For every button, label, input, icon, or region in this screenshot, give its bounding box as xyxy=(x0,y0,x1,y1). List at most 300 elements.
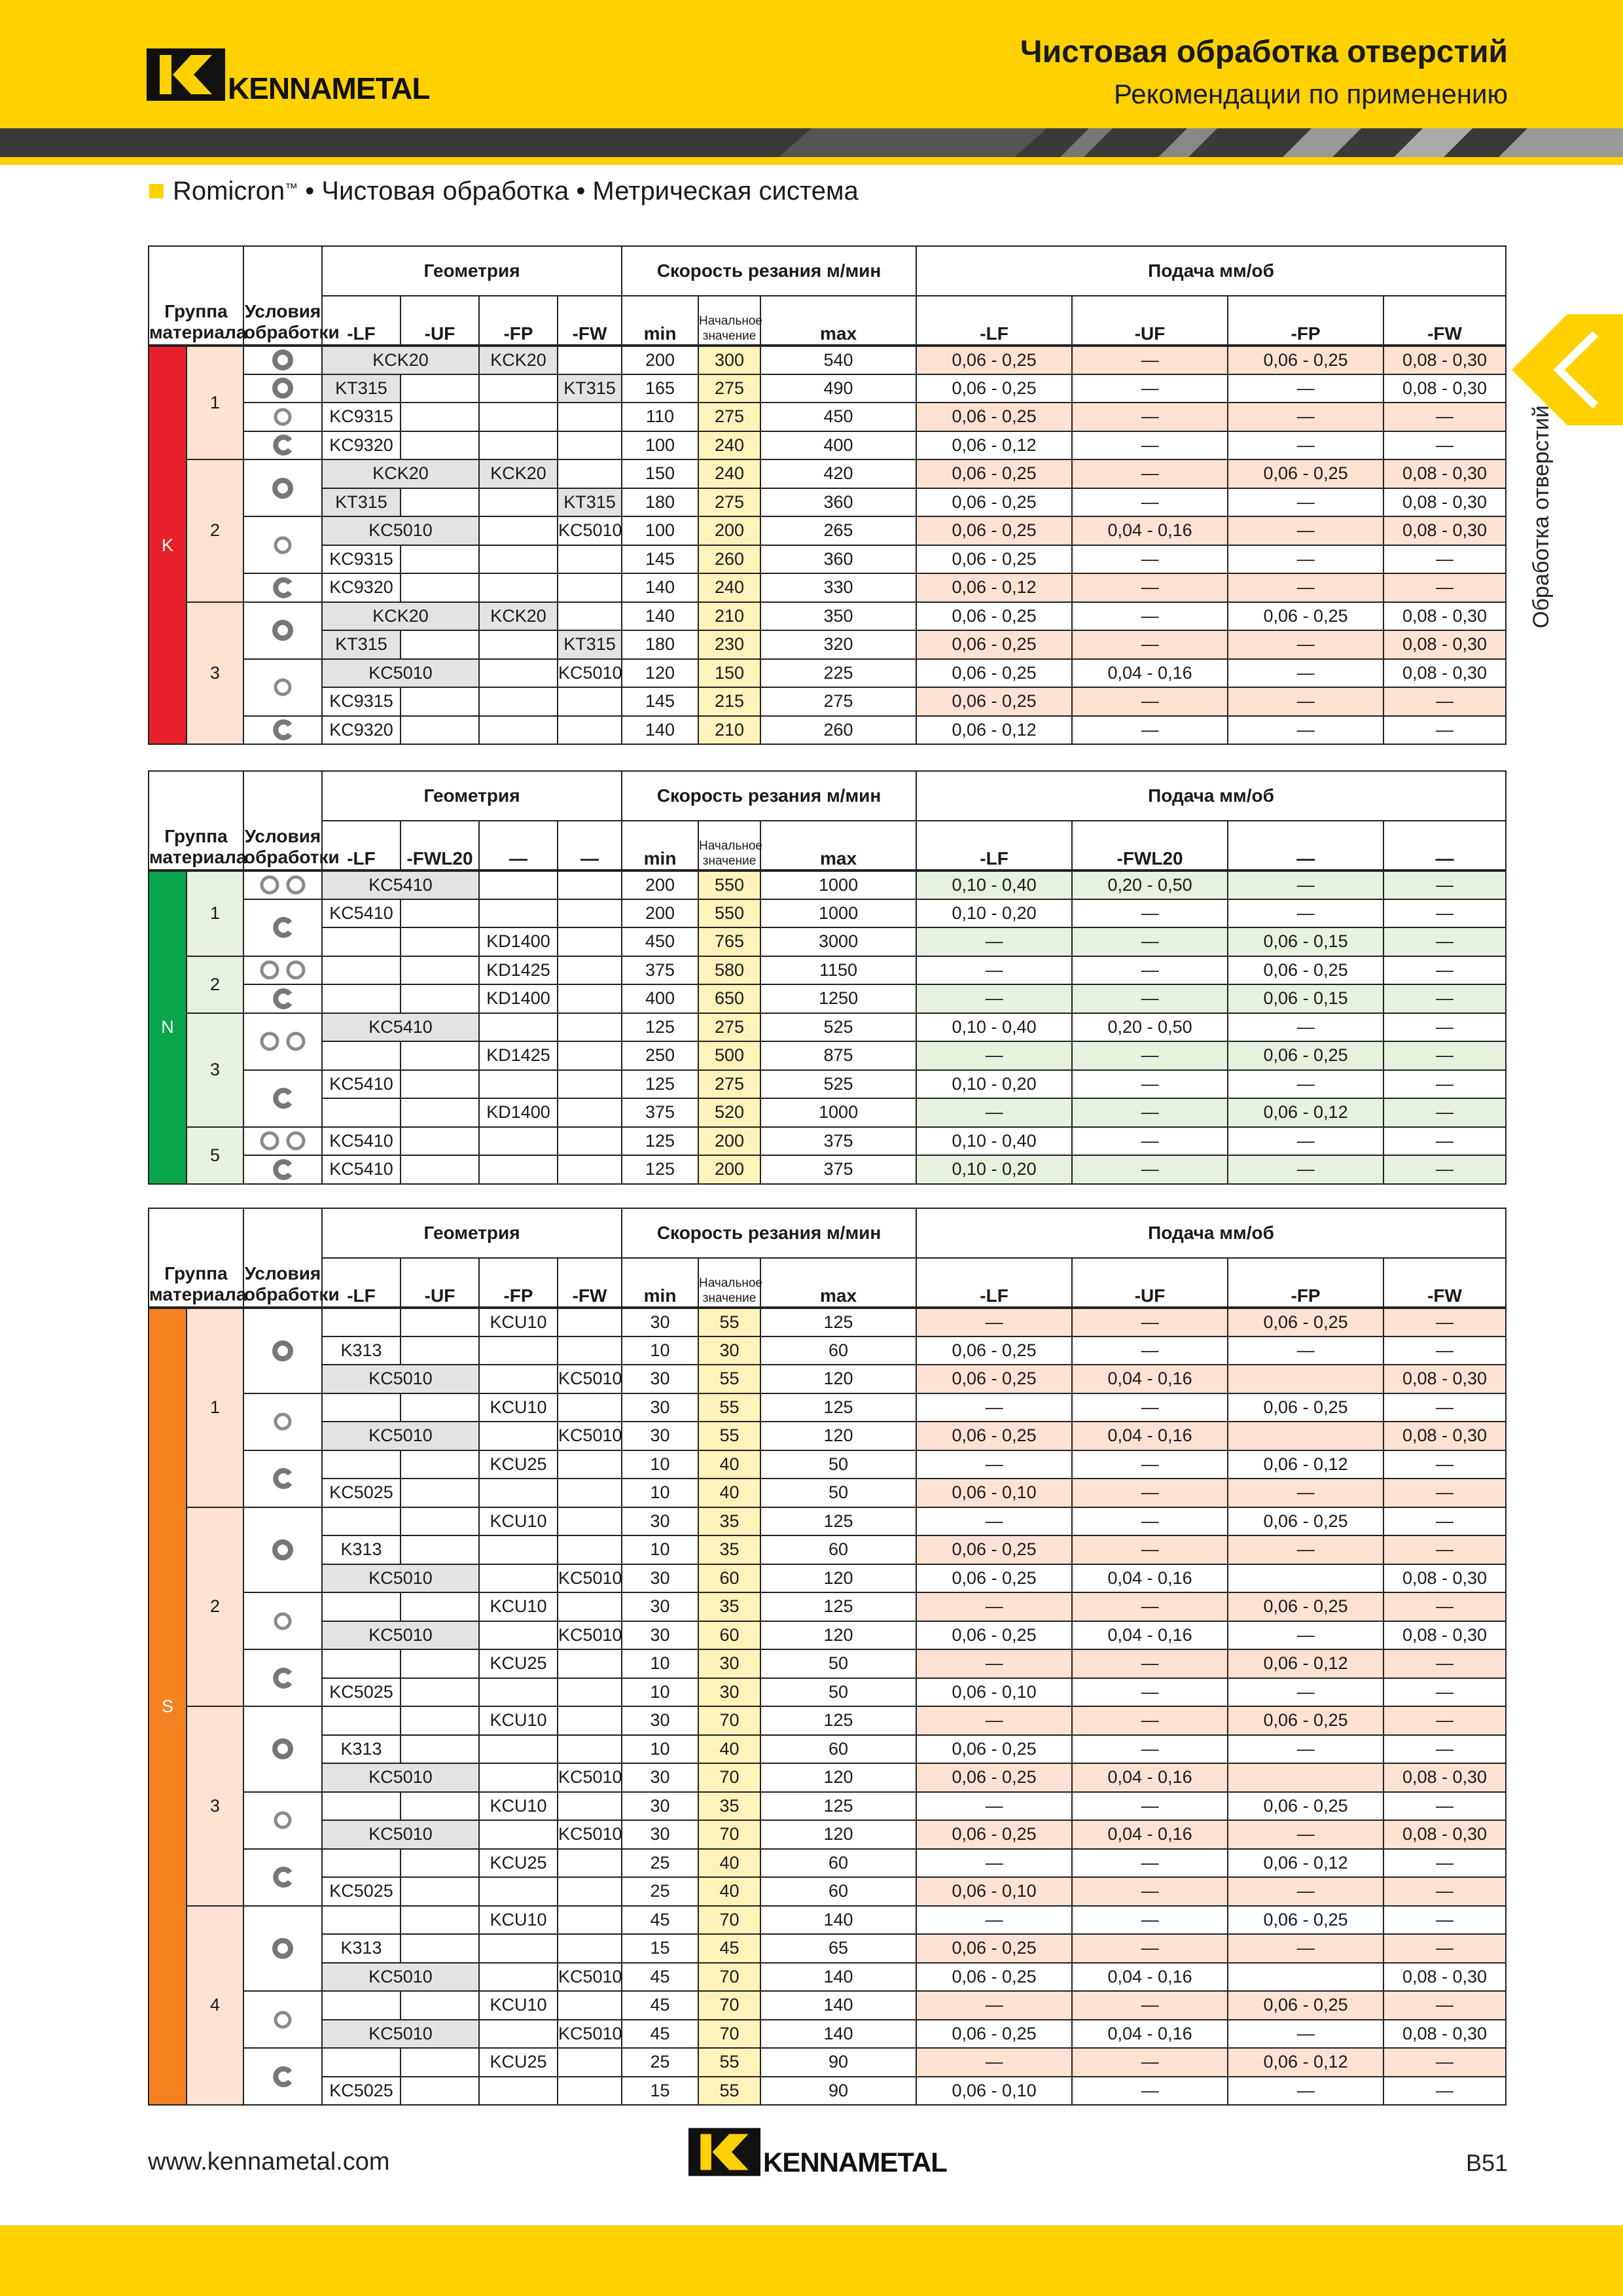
geometry-cell-empty xyxy=(479,1934,558,1963)
condition-cell xyxy=(243,956,322,985)
condition-cell xyxy=(243,716,322,745)
speed-min-cell: 10 xyxy=(622,1535,698,1564)
grade-cell: KC5010 xyxy=(558,1564,622,1593)
feed-col-header: -FWL20 xyxy=(1072,821,1228,870)
feed-cell: — xyxy=(1383,1735,1506,1764)
geometry-cell-empty xyxy=(479,573,558,602)
feed-cell: — xyxy=(1383,1678,1506,1707)
grade-cell: KC9320 xyxy=(322,716,401,745)
feed-cell: — xyxy=(1383,716,1506,745)
feed-cell: 0,10 - 0,20 xyxy=(916,899,1072,928)
table-row xyxy=(149,1706,1506,1735)
feed-cell: 0,06 - 0,25 xyxy=(916,1735,1072,1764)
speed-min-cell: 45 xyxy=(622,1906,698,1935)
hook-icon xyxy=(271,1087,294,1109)
geometry-cell-empty xyxy=(479,1877,558,1906)
speed-min-cell: 10 xyxy=(622,1479,698,1507)
speed-max-cell: 525 xyxy=(760,1013,916,1042)
table-row xyxy=(149,687,1506,716)
feed-cell: — xyxy=(1072,459,1228,488)
grade-cell: KCK20 xyxy=(322,346,479,374)
grade-cell: KT315 xyxy=(558,488,622,517)
feed-cell: — xyxy=(916,1041,1072,1070)
geometry-header: Геометрия xyxy=(322,771,622,821)
feed-cell: — xyxy=(1383,1535,1506,1564)
geometry-cell-empty xyxy=(401,545,479,574)
geometry-cell-empty xyxy=(558,1098,622,1127)
speed-min-cell: 100 xyxy=(622,431,698,460)
grade-cell: K313 xyxy=(322,1535,401,1564)
feed-col-header: -LF xyxy=(916,1258,1072,1308)
table-row xyxy=(149,1127,1506,1156)
feed-cell: — xyxy=(1383,687,1506,716)
table-row xyxy=(149,1934,1506,1963)
geometry-cell-empty xyxy=(322,1906,401,1935)
table-row xyxy=(149,459,1506,488)
condition-cell xyxy=(243,1649,322,1706)
speed-initial-cell: 275 xyxy=(698,1013,760,1042)
feed-cell: 0,04 - 0,16 xyxy=(1072,1963,1228,1992)
footer-url[interactable]: www.kennametal.com xyxy=(148,2148,390,2176)
geometry-cell-empty xyxy=(479,1735,558,1764)
feed-cell: — xyxy=(916,1393,1072,1422)
feed-cell: 0,04 - 0,16 xyxy=(1072,1422,1228,1450)
geometry-cell-empty xyxy=(479,1422,558,1450)
geometry-col-header: — xyxy=(558,821,622,870)
grade-cell: K313 xyxy=(322,1934,401,1963)
speed-initial-cell: 30 xyxy=(698,1649,760,1678)
feed-cell: 0,06 - 0,25 xyxy=(1228,1507,1383,1536)
page-number: B51 xyxy=(1465,2149,1508,2176)
condition-cell xyxy=(243,1155,322,1184)
geometry-cell-empty xyxy=(479,1535,558,1564)
geometry-cell-empty xyxy=(479,516,558,545)
geometry-cell-empty xyxy=(401,1308,479,1336)
ring-thin-icon xyxy=(272,406,293,427)
speed-initial-cell: 580 xyxy=(698,956,760,985)
grade-cell: KC5010 xyxy=(558,1820,622,1849)
feed-cell: 0,04 - 0,16 xyxy=(1072,1564,1228,1593)
geometry-cell-empty xyxy=(558,927,622,956)
feed-cell xyxy=(1228,1963,1383,1992)
feed-cell: — xyxy=(1072,1127,1228,1156)
condition-cell xyxy=(243,870,322,899)
feed-cell: 0,06 - 0,25 xyxy=(916,630,1072,659)
speed-min-cell: 30 xyxy=(622,1365,698,1393)
table-row xyxy=(149,346,1506,374)
geometry-cell-empty xyxy=(401,1098,479,1127)
feed-cell: 0,06 - 0,12 xyxy=(1228,1450,1383,1479)
feed-cell: 0,04 - 0,16 xyxy=(1072,516,1228,545)
feed-cell: 0,08 - 0,30 xyxy=(1383,1621,1506,1650)
table-row xyxy=(149,1735,1506,1764)
grade-cell: KC5010 xyxy=(558,1365,622,1393)
speed-max-header: max xyxy=(760,1258,916,1308)
speed-max-cell: 65 xyxy=(760,1934,916,1963)
feed-col-header: -FP xyxy=(1228,296,1383,346)
geometry-cell-empty xyxy=(479,403,558,431)
table-row xyxy=(149,545,1506,574)
grade-cell: KCU25 xyxy=(479,2048,558,2077)
table-row xyxy=(149,374,1506,403)
grade-cell: KT315 xyxy=(558,630,622,659)
footer-band xyxy=(0,2225,1623,2296)
speed-max-cell: 125 xyxy=(760,1507,916,1536)
grade-cell: KCU10 xyxy=(479,1706,558,1735)
feed-cell: 0,06 - 0,25 xyxy=(1228,1991,1383,2020)
condition-cell xyxy=(243,1706,322,1792)
feed-cell: — xyxy=(1072,1450,1228,1479)
grade-cell: KC5010 xyxy=(558,659,622,688)
feed-cell: 0,10 - 0,40 xyxy=(916,1127,1072,1156)
table-row xyxy=(149,1535,1506,1564)
speed-min-cell: 25 xyxy=(622,1877,698,1906)
feed-cell: — xyxy=(1072,1649,1228,1678)
material-group-cell: S xyxy=(149,1308,187,2105)
speed-initial-cell: 55 xyxy=(698,1308,760,1336)
feed-cell: 0,06 - 0,25 xyxy=(1228,1706,1383,1735)
geometry-cell-empty xyxy=(479,1621,558,1650)
table-row xyxy=(149,1422,1506,1450)
double-ring-icon xyxy=(257,959,309,981)
grade-cell: KC5010 xyxy=(322,1621,479,1650)
geometry-cell-empty xyxy=(401,1535,479,1564)
geometry-cell-empty xyxy=(322,1849,401,1878)
feed-cell: — xyxy=(1228,630,1383,659)
ring-thin-icon xyxy=(272,2009,293,2030)
feed-cell: — xyxy=(1383,2048,1506,2077)
speed-initial-cell: 275 xyxy=(698,1070,760,1099)
condition-cell xyxy=(243,659,322,716)
geometry-cell-empty xyxy=(558,1649,622,1678)
speed-max-cell: 350 xyxy=(760,602,916,631)
feed-cell: — xyxy=(1228,2077,1383,2106)
speed-max-cell: 50 xyxy=(760,1649,916,1678)
feed-cell: 0,06 - 0,12 xyxy=(916,431,1072,460)
table-row xyxy=(149,1479,1506,1507)
feed-cell: 0,06 - 0,10 xyxy=(916,1877,1072,1906)
feed-cell: 0,06 - 0,25 xyxy=(916,1820,1072,1849)
feed-cell: 0,06 - 0,10 xyxy=(916,1479,1072,1507)
feed-cell: — xyxy=(1072,1098,1228,1127)
geometry-cell-empty xyxy=(558,1535,622,1564)
speed-max-cell: 140 xyxy=(760,1991,916,2020)
speed-initial-cell: 765 xyxy=(698,927,760,956)
section-title xyxy=(148,171,859,211)
ring-thin-icon xyxy=(272,1611,293,1632)
grade-cell: KT315 xyxy=(322,630,401,659)
geometry-cell-empty xyxy=(322,984,401,1013)
table-row xyxy=(149,1365,1506,1393)
geometry-cell-empty xyxy=(479,1820,558,1849)
table-row xyxy=(149,516,1506,545)
geometry-cell-empty xyxy=(322,1592,401,1621)
feed-cell: — xyxy=(1228,1155,1383,1184)
double-ring-icon xyxy=(257,1130,309,1152)
feed-cell: 0,06 - 0,25 xyxy=(1228,1041,1383,1070)
feed-cell: — xyxy=(1072,2077,1228,2106)
geometry-cell-empty xyxy=(401,2048,479,2077)
speed-min-cell: 145 xyxy=(622,545,698,574)
speed-max-cell: 60 xyxy=(760,1849,916,1878)
speed-initial-cell: 240 xyxy=(698,431,760,460)
speed-min-cell: 30 xyxy=(622,1422,698,1450)
speed-initial-cell: 70 xyxy=(698,1906,760,1935)
geometry-header: Геометрия xyxy=(322,1208,622,1258)
geometry-cell-empty xyxy=(322,1041,401,1070)
feed-col-header: -FP xyxy=(1228,1258,1383,1308)
feed-cell: — xyxy=(1383,1479,1506,1507)
geometry-cell-empty xyxy=(479,431,558,460)
speed-max-cell: 60 xyxy=(760,1535,916,1564)
geometry-cell-empty xyxy=(322,1308,401,1336)
feed-cell xyxy=(1228,1763,1383,1792)
geometry-cell-empty xyxy=(322,1393,401,1422)
feed-cell: — xyxy=(1228,1877,1383,1906)
geometry-cell-empty xyxy=(479,716,558,745)
feed-cell: — xyxy=(916,1706,1072,1735)
conditions-header: Условия обработки xyxy=(243,771,322,870)
condition-cell xyxy=(243,1308,322,1393)
feed-col-header: -LF xyxy=(916,296,1072,346)
ring-icon xyxy=(272,1340,294,1362)
grade-cell: KT315 xyxy=(558,374,622,403)
feed-cell: — xyxy=(1072,374,1228,403)
geometry-cell-empty xyxy=(558,1906,622,1935)
speed-min-cell: 200 xyxy=(622,346,698,374)
geometry-col-header: -LF xyxy=(322,821,401,870)
geometry-cell-empty xyxy=(558,1991,622,2020)
speed-initial-cell: 550 xyxy=(698,870,760,899)
table-row xyxy=(149,573,1506,602)
geometry-cell-empty xyxy=(401,1127,479,1156)
speed-initial-cell: 650 xyxy=(698,984,760,1013)
condition-cell xyxy=(243,573,322,602)
feed-cell: — xyxy=(1072,1393,1228,1422)
grade-cell: KC5010 xyxy=(322,1564,479,1593)
geometry-cell-empty xyxy=(558,1450,622,1479)
grade-cell: KD1400 xyxy=(479,927,558,956)
speed-max-cell: 140 xyxy=(760,1963,916,1992)
subgroup-cell: 3 xyxy=(187,1013,243,1127)
feed-cell: — xyxy=(1072,927,1228,956)
feed-cell: — xyxy=(1383,1308,1506,1336)
subgroup-cell: 4 xyxy=(187,1906,243,2106)
feed-cell: 0,04 - 0,16 xyxy=(1072,659,1228,688)
table-row xyxy=(149,1877,1506,1906)
feed-cell: — xyxy=(1383,1649,1506,1678)
feed-cell: — xyxy=(1072,431,1228,460)
feed-cell: — xyxy=(1228,659,1383,688)
feed-cell: — xyxy=(1072,687,1228,716)
feed-cell: — xyxy=(1228,1479,1383,1507)
grade-cell: KC5010 xyxy=(322,516,479,545)
table-row xyxy=(149,716,1506,745)
geometry-cell-empty xyxy=(479,2020,558,2049)
table-row xyxy=(149,602,1506,631)
speed-min-cell: 150 xyxy=(622,459,698,488)
geometry-cell-empty xyxy=(558,459,622,488)
feed-cell: 0,06 - 0,25 xyxy=(916,1564,1072,1593)
geometry-cell-empty xyxy=(401,1678,479,1707)
feed-header: Подача мм/об xyxy=(916,771,1506,821)
geometry-cell-empty xyxy=(401,488,479,517)
geometry-cell-empty xyxy=(479,659,558,688)
condition-cell xyxy=(243,2048,322,2105)
grade-cell: KCU10 xyxy=(479,1592,558,1621)
table-row xyxy=(149,1336,1506,1365)
feed-cell: — xyxy=(1072,1906,1228,1935)
speed-min-cell: 10 xyxy=(622,1735,698,1764)
speed-initial-header: Начальное значение xyxy=(698,821,760,870)
hook-icon xyxy=(271,2066,294,2088)
speed-initial-cell: 500 xyxy=(698,1041,760,1070)
speed-initial-cell: 210 xyxy=(698,602,760,631)
feed-cell: — xyxy=(1228,573,1383,602)
hook-icon xyxy=(271,1866,294,1888)
geometry-cell-empty xyxy=(479,374,558,403)
feed-cell: — xyxy=(1228,1127,1383,1156)
feed-cell: — xyxy=(1228,374,1383,403)
grade-cell: KC5010 xyxy=(558,1763,622,1792)
speed-initial-cell: 40 xyxy=(698,1479,760,1507)
speed-max-cell: 275 xyxy=(760,687,916,716)
geometry-cell-empty xyxy=(322,927,401,956)
feed-cell: — xyxy=(1383,1934,1506,1963)
speed-min-cell: 125 xyxy=(622,1070,698,1099)
feed-cell: — xyxy=(1383,545,1506,574)
geometry-cell-empty xyxy=(322,956,401,985)
feed-cell: — xyxy=(1383,1155,1506,1184)
feed-cell: — xyxy=(1228,716,1383,745)
ring-icon xyxy=(272,349,294,371)
speed-max-cell: 540 xyxy=(760,346,916,374)
geometry-cell-empty xyxy=(558,1041,622,1070)
speed-initial-cell: 200 xyxy=(698,1127,760,1156)
speed-min-cell: 30 xyxy=(622,1621,698,1650)
feed-cell: — xyxy=(1383,573,1506,602)
grade-cell: KC9315 xyxy=(322,545,401,574)
feed-cell: — xyxy=(1228,687,1383,716)
geometry-cell-empty xyxy=(479,2077,558,2106)
feed-cell: — xyxy=(1228,1735,1383,1764)
ring-icon xyxy=(272,619,294,641)
speed-min-cell: 200 xyxy=(622,870,698,899)
geometry-cell-empty xyxy=(401,1706,479,1735)
table-row xyxy=(149,1906,1506,1935)
geometry-cell-empty xyxy=(558,1735,622,1764)
subgroup-cell: 2 xyxy=(187,459,243,602)
geometry-cell-empty xyxy=(401,403,479,431)
geometry-cell-empty xyxy=(558,870,622,899)
condition-cell xyxy=(243,1792,322,1849)
grade-cell: KC9320 xyxy=(322,573,401,602)
feed-cell: — xyxy=(1072,1735,1228,1764)
speed-max-cell: 1250 xyxy=(760,984,916,1013)
condition-cell xyxy=(243,1127,322,1156)
feed-cell: — xyxy=(916,1450,1072,1479)
feed-cell: 0,06 - 0,25 xyxy=(1228,1592,1383,1621)
speed-max-cell: 320 xyxy=(760,630,916,659)
footer-k-icon xyxy=(688,2127,760,2177)
feed-cell: 0,10 - 0,40 xyxy=(916,1013,1072,1042)
speed-max-cell: 50 xyxy=(760,1450,916,1479)
speed-initial-cell: 70 xyxy=(698,2020,760,2049)
condition-cell xyxy=(243,1906,322,1992)
subgroup-cell: 3 xyxy=(187,602,243,745)
table-row xyxy=(149,1041,1506,1070)
grade-cell: KC5010 xyxy=(558,1422,622,1450)
speed-min-cell: 10 xyxy=(622,1336,698,1365)
grade-cell: KCK20 xyxy=(479,346,558,374)
table-row xyxy=(149,1393,1506,1422)
feed-cell: 0,06 - 0,25 xyxy=(916,659,1072,688)
feed-cell: — xyxy=(1072,1535,1228,1564)
grade-cell: KC5010 xyxy=(322,1365,479,1393)
feed-cell: — xyxy=(916,1792,1072,1821)
feed-cell: 0,06 - 0,25 xyxy=(916,545,1072,574)
hook-icon xyxy=(271,1667,294,1689)
speed-min-cell: 15 xyxy=(622,1934,698,1963)
feed-cell: — xyxy=(1072,1877,1228,1906)
feed-cell: 0,06 - 0,12 xyxy=(916,716,1072,745)
condition-cell xyxy=(243,1013,322,1070)
speed-min-cell: 10 xyxy=(622,1678,698,1707)
feed-cell: 0,20 - 0,50 xyxy=(1072,1013,1228,1042)
feed-cell: — xyxy=(1072,573,1228,602)
geometry-cell-empty xyxy=(558,1070,622,1099)
geometry-cell-empty xyxy=(401,927,479,956)
speed-initial-cell: 300 xyxy=(698,346,760,374)
speed-initial-cell: 35 xyxy=(698,1507,760,1536)
feed-cell: — xyxy=(1228,488,1383,517)
feed-cell: 0,06 - 0,25 xyxy=(1228,956,1383,985)
geometry-cell-empty xyxy=(558,1507,622,1536)
grade-cell: KCK20 xyxy=(479,459,558,488)
speed-min-cell: 110 xyxy=(622,403,698,431)
speed-initial-cell: 70 xyxy=(698,1706,760,1735)
speed-min-header: min xyxy=(622,821,698,870)
grade-cell: KT315 xyxy=(322,374,401,403)
feed-cell: 0,08 - 0,30 xyxy=(1383,488,1506,517)
speed-min-cell: 100 xyxy=(622,516,698,545)
feed-cell: — xyxy=(916,1098,1072,1127)
feed-cell: — xyxy=(1072,984,1228,1013)
double-ring-icon xyxy=(257,1030,309,1052)
feed-cell: — xyxy=(916,984,1072,1013)
geometry-cell-empty xyxy=(558,545,622,574)
feed-cell: — xyxy=(1228,2020,1383,2049)
geometry-cell-empty xyxy=(401,431,479,460)
speed-initial-cell: 70 xyxy=(698,1820,760,1849)
table-row xyxy=(149,1849,1506,1878)
geometry-cell-empty xyxy=(401,1849,479,1878)
subgroup-cell: 3 xyxy=(187,1706,243,1906)
feed-cell: — xyxy=(1228,1535,1383,1564)
grade-cell: KCK20 xyxy=(479,602,558,631)
geometry-col-header: -FP xyxy=(479,1258,558,1308)
speed-initial-cell: 40 xyxy=(698,1450,760,1479)
feed-col-header: -UF xyxy=(1072,1258,1228,1308)
feed-cell: — xyxy=(1072,403,1228,431)
geometry-cell-empty xyxy=(322,1991,401,2020)
speed-min-cell: 180 xyxy=(622,630,698,659)
feed-cell: — xyxy=(1383,1706,1506,1735)
speed-min-cell: 450 xyxy=(622,927,698,956)
feed-cell: — xyxy=(1383,1906,1506,1935)
geometry-cell-empty xyxy=(401,1906,479,1935)
feed-cell: — xyxy=(1383,403,1506,431)
